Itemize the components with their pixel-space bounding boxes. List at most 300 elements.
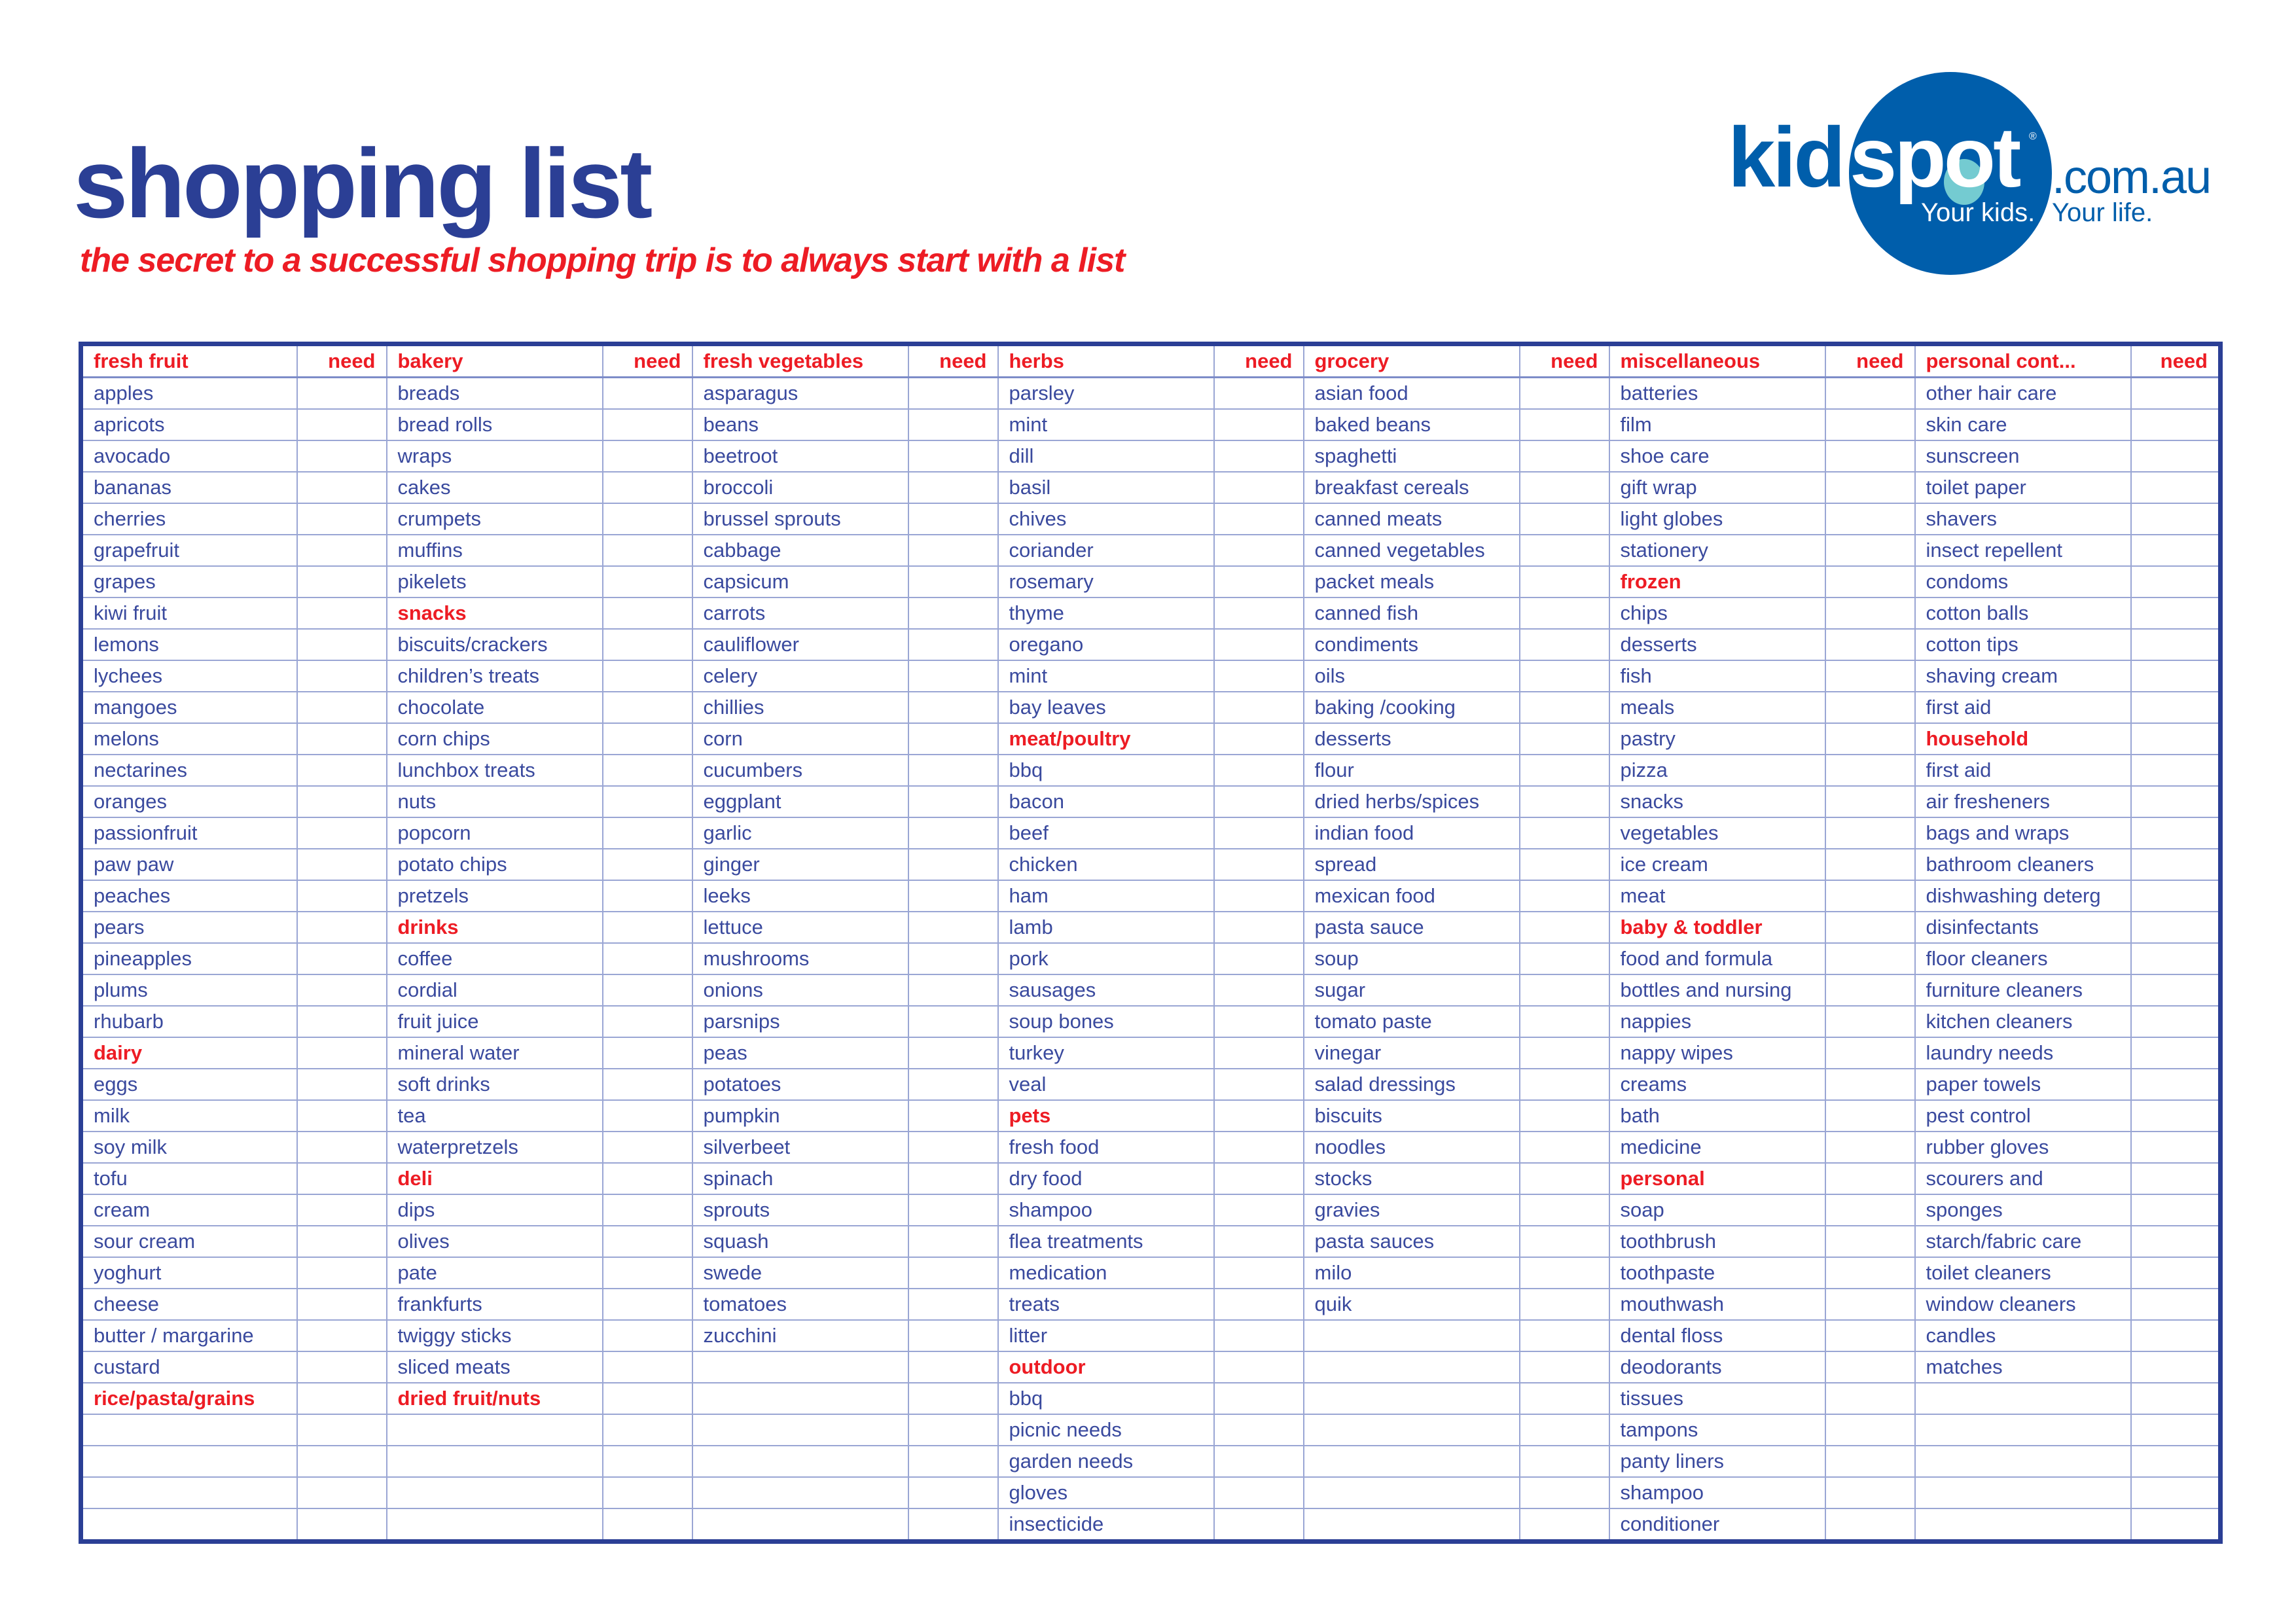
empty-cell[interactable]	[1304, 1351, 1520, 1383]
need-checkbox-cell[interactable]	[1214, 1226, 1304, 1257]
list-item: sunscreen	[1915, 440, 2131, 472]
need-checkbox-cell[interactable]	[603, 1446, 692, 1477]
table-row	[81, 849, 2221, 880]
need-checkbox-cell[interactable]	[603, 1257, 692, 1289]
need-checkbox-cell[interactable]	[1520, 660, 1609, 692]
need-checkbox-cell[interactable]	[1825, 692, 1915, 723]
subcategory-heading: outdoor	[998, 1351, 1214, 1383]
list-item: cotton balls	[1915, 597, 2131, 629]
need-checkbox-cell[interactable]	[908, 1006, 998, 1037]
need-checkbox-cell[interactable]	[1520, 692, 1609, 723]
need-checkbox-cell[interactable]	[1520, 1069, 1609, 1100]
need-checkbox-cell[interactable]	[1214, 1069, 1304, 1100]
need-checkbox-cell[interactable]	[1520, 786, 1609, 817]
empty-cell[interactable]	[1304, 1320, 1520, 1351]
need-checkbox-cell[interactable]	[2131, 503, 2221, 535]
need-checkbox-cell[interactable]	[297, 974, 387, 1006]
need-checkbox-cell[interactable]	[1825, 723, 1915, 755]
need-checkbox-cell[interactable]	[1214, 409, 1304, 440]
empty-cell[interactable]	[1915, 1414, 2131, 1446]
need-checkbox-cell[interactable]	[603, 440, 692, 472]
need-checkbox-cell[interactable]	[1214, 1383, 1304, 1414]
need-checkbox-cell[interactable]	[603, 378, 692, 410]
need-checkbox-cell[interactable]	[2131, 1006, 2221, 1037]
empty-cell[interactable]	[692, 1383, 908, 1414]
list-item: creams	[1609, 1069, 1825, 1100]
need-checkbox-cell[interactable]	[2131, 1037, 2221, 1069]
need-checkbox-cell[interactable]	[1825, 1477, 1915, 1508]
need-checkbox-cell[interactable]	[1825, 409, 1915, 440]
need-checkbox-cell[interactable]	[603, 1037, 692, 1069]
need-checkbox-cell[interactable]	[297, 1320, 387, 1351]
need-checkbox-cell[interactable]	[2131, 880, 2221, 912]
need-checkbox-cell[interactable]	[1825, 755, 1915, 786]
need-checkbox-cell[interactable]	[603, 660, 692, 692]
need-checkbox-cell[interactable]	[1214, 1414, 1304, 1446]
need-checkbox-cell[interactable]	[1520, 440, 1609, 472]
need-checkbox-cell[interactable]	[1825, 1163, 1915, 1194]
need-checkbox-cell[interactable]	[1214, 378, 1304, 410]
need-checkbox-cell[interactable]	[603, 849, 692, 880]
need-checkbox-cell[interactable]	[2131, 1132, 2221, 1163]
need-checkbox-cell[interactable]	[2131, 817, 2221, 849]
empty-cell[interactable]	[81, 1477, 297, 1508]
need-checkbox-cell[interactable]	[1214, 1163, 1304, 1194]
need-checkbox-cell[interactable]	[603, 1226, 692, 1257]
need-checkbox-cell[interactable]	[2131, 472, 2221, 503]
need-checkbox-cell[interactable]	[297, 1289, 387, 1320]
empty-cell[interactable]	[692, 1414, 908, 1446]
need-checkbox-cell[interactable]	[908, 1477, 998, 1508]
need-checkbox-cell[interactable]	[603, 1194, 692, 1226]
need-checkbox-cell[interactable]	[908, 1226, 998, 1257]
need-checkbox-cell[interactable]	[2131, 1194, 2221, 1226]
need-checkbox-cell[interactable]	[297, 849, 387, 880]
empty-cell[interactable]	[1915, 1446, 2131, 1477]
need-checkbox-cell[interactable]	[297, 1100, 387, 1132]
need-checkbox-cell[interactable]	[1825, 597, 1915, 629]
need-checkbox-cell[interactable]	[908, 1069, 998, 1100]
need-checkbox-cell[interactable]	[1825, 786, 1915, 817]
need-checkbox-cell[interactable]	[297, 1414, 387, 1446]
need-checkbox-cell[interactable]	[1214, 1132, 1304, 1163]
need-checkbox-cell[interactable]	[1825, 1037, 1915, 1069]
need-checkbox-cell[interactable]	[1520, 1289, 1609, 1320]
need-checkbox-cell[interactable]	[603, 1006, 692, 1037]
need-checkbox-cell[interactable]	[2131, 912, 2221, 943]
need-checkbox-cell[interactable]	[1520, 472, 1609, 503]
need-checkbox-cell[interactable]	[603, 723, 692, 755]
empty-cell[interactable]	[1304, 1446, 1520, 1477]
need-checkbox-cell[interactable]	[1520, 1383, 1609, 1414]
need-checkbox-cell[interactable]	[297, 1383, 387, 1414]
need-checkbox-cell[interactable]	[1520, 974, 1609, 1006]
need-checkbox-cell[interactable]	[297, 880, 387, 912]
need-checkbox-cell[interactable]	[1214, 1100, 1304, 1132]
empty-cell[interactable]	[692, 1446, 908, 1477]
need-checkbox-cell[interactable]	[908, 1132, 998, 1163]
need-checkbox-cell[interactable]	[603, 1132, 692, 1163]
need-checkbox-cell[interactable]	[603, 1383, 692, 1414]
need-checkbox-cell[interactable]	[297, 629, 387, 660]
need-checkbox-cell[interactable]	[603, 1414, 692, 1446]
need-checkbox-cell[interactable]	[1214, 566, 1304, 597]
need-checkbox-cell[interactable]	[603, 1100, 692, 1132]
empty-cell[interactable]	[387, 1508, 603, 1542]
need-checkbox-cell[interactable]	[297, 378, 387, 410]
need-checkbox-cell[interactable]	[1214, 1194, 1304, 1226]
need-checkbox-cell[interactable]	[603, 597, 692, 629]
need-checkbox-cell[interactable]	[1520, 378, 1609, 410]
need-checkbox-cell[interactable]	[908, 629, 998, 660]
need-checkbox-cell[interactable]	[297, 1226, 387, 1257]
need-checkbox-cell[interactable]	[1825, 1446, 1915, 1477]
table-row	[81, 755, 2221, 786]
need-checkbox-cell[interactable]	[1214, 817, 1304, 849]
need-checkbox-cell[interactable]	[908, 943, 998, 974]
need-checkbox-cell[interactable]	[1214, 1508, 1304, 1542]
empty-cell[interactable]	[81, 1414, 297, 1446]
need-checkbox-cell[interactable]	[603, 1508, 692, 1542]
need-checkbox-cell[interactable]	[908, 912, 998, 943]
need-checkbox-cell[interactable]	[2131, 1351, 2221, 1383]
need-checkbox-cell[interactable]	[1520, 1320, 1609, 1351]
need-checkbox-cell[interactable]	[603, 974, 692, 1006]
need-checkbox-cell[interactable]	[297, 1446, 387, 1477]
need-checkbox-cell[interactable]	[1825, 566, 1915, 597]
need-checkbox-cell[interactable]	[297, 692, 387, 723]
need-checkbox-cell[interactable]	[908, 1194, 998, 1226]
need-checkbox-cell[interactable]	[908, 660, 998, 692]
need-checkbox-cell[interactable]	[908, 1446, 998, 1477]
need-checkbox-cell[interactable]	[1825, 817, 1915, 849]
need-checkbox-cell[interactable]	[1825, 1226, 1915, 1257]
logo-spot-text: spot	[1850, 109, 2019, 205]
need-checkbox-cell[interactable]	[1825, 1320, 1915, 1351]
need-checkbox-cell[interactable]	[603, 817, 692, 849]
need-checkbox-cell[interactable]	[1214, 974, 1304, 1006]
need-checkbox-cell[interactable]	[1520, 409, 1609, 440]
need-checkbox-cell[interactable]	[2131, 1289, 2221, 1320]
need-checkbox-cell[interactable]	[908, 1037, 998, 1069]
need-checkbox-cell[interactable]	[297, 755, 387, 786]
need-checkbox-cell[interactable]	[1825, 1132, 1915, 1163]
need-checkbox-cell[interactable]	[2131, 974, 2221, 1006]
need-checkbox-cell[interactable]	[1520, 912, 1609, 943]
need-checkbox-cell[interactable]	[908, 1163, 998, 1194]
need-checkbox-cell[interactable]	[2131, 1446, 2221, 1477]
need-checkbox-cell[interactable]	[297, 1163, 387, 1194]
need-checkbox-cell[interactable]	[1520, 503, 1609, 535]
list-item: bbq	[998, 755, 1214, 786]
need-checkbox-cell[interactable]	[1520, 723, 1609, 755]
need-checkbox-cell[interactable]	[603, 786, 692, 817]
need-checkbox-cell[interactable]	[603, 692, 692, 723]
need-checkbox-cell[interactable]	[2131, 1069, 2221, 1100]
need-checkbox-cell[interactable]	[1214, 849, 1304, 880]
empty-cell[interactable]	[1915, 1383, 2131, 1414]
need-checkbox-cell[interactable]	[1825, 1383, 1915, 1414]
need-checkbox-cell[interactable]	[1520, 1446, 1609, 1477]
need-checkbox-cell[interactable]	[1520, 597, 1609, 629]
need-checkbox-cell[interactable]	[297, 1351, 387, 1383]
need-checkbox-cell[interactable]	[908, 880, 998, 912]
need-checkbox-cell[interactable]	[603, 1163, 692, 1194]
empty-cell[interactable]	[1304, 1477, 1520, 1508]
need-checkbox-cell[interactable]	[1214, 912, 1304, 943]
empty-cell[interactable]	[692, 1351, 908, 1383]
empty-cell[interactable]	[1304, 1414, 1520, 1446]
need-checkbox-cell[interactable]	[1825, 1257, 1915, 1289]
need-checkbox-cell[interactable]	[908, 440, 998, 472]
need-checkbox-cell[interactable]	[1214, 1477, 1304, 1508]
need-checkbox-cell[interactable]	[1214, 1006, 1304, 1037]
need-checkbox-cell[interactable]	[603, 1320, 692, 1351]
need-checkbox-cell[interactable]	[297, 472, 387, 503]
need-checkbox-cell[interactable]	[908, 786, 998, 817]
need-checkbox-cell[interactable]	[1825, 1069, 1915, 1100]
need-checkbox-cell[interactable]	[603, 472, 692, 503]
need-checkbox-cell[interactable]	[908, 1257, 998, 1289]
need-checkbox-cell[interactable]	[297, 503, 387, 535]
need-checkbox-cell[interactable]	[603, 1477, 692, 1508]
empty-cell[interactable]	[1915, 1508, 2131, 1542]
need-checkbox-cell[interactable]	[2131, 943, 2221, 974]
need-checkbox-cell[interactable]	[297, 597, 387, 629]
need-checkbox-cell[interactable]	[1520, 566, 1609, 597]
need-checkbox-cell[interactable]	[603, 912, 692, 943]
need-checkbox-cell[interactable]	[2131, 723, 2221, 755]
need-checkbox-cell[interactable]	[908, 409, 998, 440]
need-checkbox-cell[interactable]	[1214, 629, 1304, 660]
empty-cell[interactable]	[81, 1508, 297, 1542]
need-checkbox-cell[interactable]	[297, 1132, 387, 1163]
need-checkbox-cell[interactable]	[1520, 880, 1609, 912]
empty-cell[interactable]	[387, 1477, 603, 1508]
need-checkbox-cell[interactable]	[1214, 503, 1304, 535]
need-checkbox-cell[interactable]	[1825, 660, 1915, 692]
need-checkbox-cell[interactable]	[603, 1289, 692, 1320]
need-checkbox-cell[interactable]	[1520, 817, 1609, 849]
need-checkbox-cell[interactable]	[1214, 1289, 1304, 1320]
need-checkbox-cell[interactable]	[603, 880, 692, 912]
need-checkbox-cell[interactable]	[297, 943, 387, 974]
need-checkbox-cell[interactable]	[908, 817, 998, 849]
need-checkbox-cell[interactable]	[1520, 1037, 1609, 1069]
need-checkbox-cell[interactable]	[908, 378, 998, 410]
need-checkbox-cell[interactable]	[1214, 472, 1304, 503]
need-checkbox-cell[interactable]	[1520, 755, 1609, 786]
empty-cell[interactable]	[1304, 1383, 1520, 1414]
need-checkbox-cell[interactable]	[297, 912, 387, 943]
need-checkbox-cell[interactable]	[908, 849, 998, 880]
empty-cell[interactable]	[692, 1508, 908, 1542]
need-checkbox-cell[interactable]	[1214, 880, 1304, 912]
need-checkbox-cell[interactable]	[908, 723, 998, 755]
need-checkbox-cell[interactable]	[2131, 629, 2221, 660]
need-checkbox-cell[interactable]	[297, 1037, 387, 1069]
need-checkbox-cell[interactable]	[297, 409, 387, 440]
need-checkbox-cell[interactable]	[1214, 535, 1304, 566]
need-checkbox-cell[interactable]	[908, 692, 998, 723]
need-checkbox-cell[interactable]	[1214, 660, 1304, 692]
need-checkbox-cell[interactable]	[297, 1006, 387, 1037]
need-checkbox-cell[interactable]	[908, 974, 998, 1006]
need-checkbox-cell[interactable]	[297, 723, 387, 755]
need-checkbox-cell[interactable]	[297, 817, 387, 849]
need-checkbox-cell[interactable]	[2131, 1100, 2221, 1132]
need-checkbox-cell[interactable]	[1520, 535, 1609, 566]
need-checkbox-cell[interactable]	[2131, 1508, 2221, 1542]
need-checkbox-cell[interactable]	[603, 1351, 692, 1383]
empty-cell[interactable]	[1304, 1508, 1520, 1542]
need-checkbox-cell[interactable]	[1520, 1257, 1609, 1289]
need-checkbox-cell[interactable]	[1214, 1351, 1304, 1383]
need-checkbox-cell[interactable]	[603, 629, 692, 660]
need-checkbox-cell[interactable]	[1520, 1351, 1609, 1383]
need-checkbox-cell[interactable]	[1520, 1414, 1609, 1446]
need-checkbox-cell[interactable]	[1825, 849, 1915, 880]
need-checkbox-cell[interactable]	[2131, 786, 2221, 817]
need-checkbox-cell[interactable]	[1214, 1257, 1304, 1289]
need-checkbox-cell[interactable]	[2131, 755, 2221, 786]
need-checkbox-cell[interactable]	[1214, 597, 1304, 629]
need-checkbox-cell[interactable]	[1214, 943, 1304, 974]
need-checkbox-cell[interactable]	[1825, 1194, 1915, 1226]
need-checkbox-cell[interactable]	[1825, 974, 1915, 1006]
need-checkbox-cell[interactable]	[1214, 1037, 1304, 1069]
need-checkbox-cell[interactable]	[1520, 1226, 1609, 1257]
need-checkbox-cell[interactable]	[1825, 503, 1915, 535]
need-checkbox-cell[interactable]	[297, 1477, 387, 1508]
need-checkbox-cell[interactable]	[2131, 440, 2221, 472]
need-checkbox-cell[interactable]	[2131, 692, 2221, 723]
need-checkbox-cell[interactable]	[603, 409, 692, 440]
need-checkbox-cell[interactable]	[908, 1508, 998, 1542]
need-checkbox-cell[interactable]	[297, 566, 387, 597]
need-checkbox-cell[interactable]	[1520, 1194, 1609, 1226]
need-checkbox-cell[interactable]	[1520, 1508, 1609, 1542]
need-checkbox-cell[interactable]	[603, 535, 692, 566]
need-checkbox-cell[interactable]	[297, 660, 387, 692]
need-checkbox-cell[interactable]	[1214, 692, 1304, 723]
need-checkbox-cell[interactable]	[1825, 1508, 1915, 1542]
need-checkbox-cell[interactable]	[297, 440, 387, 472]
need-checkbox-cell[interactable]	[1825, 1006, 1915, 1037]
need-checkbox-cell[interactable]	[297, 535, 387, 566]
need-checkbox-cell[interactable]	[2131, 378, 2221, 410]
need-checkbox-cell[interactable]	[2131, 1226, 2221, 1257]
need-checkbox-cell[interactable]	[1520, 1477, 1609, 1508]
need-checkbox-cell[interactable]	[2131, 409, 2221, 440]
need-checkbox-cell[interactable]	[1825, 378, 1915, 410]
need-checkbox-cell[interactable]	[1825, 1414, 1915, 1446]
need-checkbox-cell[interactable]	[908, 1289, 998, 1320]
list-item: dips	[387, 1194, 603, 1226]
need-checkbox-cell[interactable]	[1520, 1132, 1609, 1163]
need-checkbox-cell[interactable]	[1214, 1320, 1304, 1351]
table-row	[81, 1414, 2221, 1446]
need-checkbox-cell[interactable]	[908, 1320, 998, 1351]
need-checkbox-cell[interactable]	[603, 503, 692, 535]
need-checkbox-cell[interactable]	[297, 1194, 387, 1226]
list-item: insecticide	[998, 1508, 1214, 1542]
need-checkbox-cell[interactable]	[2131, 566, 2221, 597]
empty-cell[interactable]	[387, 1446, 603, 1477]
need-checkbox-cell[interactable]	[1825, 535, 1915, 566]
list-item: pate	[387, 1257, 603, 1289]
need-checkbox-cell[interactable]	[297, 1069, 387, 1100]
need-checkbox-cell[interactable]	[1520, 849, 1609, 880]
need-checkbox-cell[interactable]	[2131, 660, 2221, 692]
empty-cell[interactable]	[387, 1414, 603, 1446]
need-checkbox-cell[interactable]	[1214, 440, 1304, 472]
need-checkbox-cell[interactable]	[2131, 1257, 2221, 1289]
need-checkbox-cell[interactable]	[1214, 755, 1304, 786]
need-checkbox-cell[interactable]	[1214, 1446, 1304, 1477]
need-checkbox-cell[interactable]	[1520, 629, 1609, 660]
need-checkbox-cell[interactable]	[603, 1069, 692, 1100]
need-checkbox-cell[interactable]	[908, 1383, 998, 1414]
need-checkbox-cell[interactable]	[2131, 1163, 2221, 1194]
need-checkbox-cell[interactable]	[2131, 535, 2221, 566]
need-checkbox-cell[interactable]	[2131, 1414, 2221, 1446]
need-checkbox-cell[interactable]	[603, 943, 692, 974]
need-checkbox-cell[interactable]	[1825, 912, 1915, 943]
need-checkbox-cell[interactable]	[2131, 1383, 2221, 1414]
need-checkbox-cell[interactable]	[1825, 472, 1915, 503]
need-checkbox-cell[interactable]	[2131, 1477, 2221, 1508]
need-checkbox-cell[interactable]	[297, 786, 387, 817]
empty-cell[interactable]	[1915, 1477, 2131, 1508]
need-checkbox-cell[interactable]	[908, 535, 998, 566]
need-checkbox-cell[interactable]	[1520, 1163, 1609, 1194]
need-checkbox-cell[interactable]	[1825, 629, 1915, 660]
need-checkbox-cell[interactable]	[297, 1508, 387, 1542]
need-checkbox-cell[interactable]	[908, 503, 998, 535]
empty-cell[interactable]	[81, 1446, 297, 1477]
need-checkbox-cell[interactable]	[908, 1100, 998, 1132]
list-item: bacon	[998, 786, 1214, 817]
table-row	[81, 535, 2221, 566]
need-checkbox-cell[interactable]	[2131, 849, 2221, 880]
empty-cell[interactable]	[692, 1477, 908, 1508]
need-checkbox-cell[interactable]	[603, 566, 692, 597]
need-checkbox-cell[interactable]	[908, 597, 998, 629]
table-row	[81, 692, 2221, 723]
need-checkbox-cell[interactable]	[2131, 1320, 2221, 1351]
need-checkbox-cell[interactable]	[908, 566, 998, 597]
need-checkbox-cell[interactable]	[1520, 943, 1609, 974]
need-checkbox-cell[interactable]	[1520, 1006, 1609, 1037]
need-checkbox-cell[interactable]	[1825, 943, 1915, 974]
need-checkbox-cell[interactable]	[908, 1414, 998, 1446]
need-checkbox-cell[interactable]	[1825, 1351, 1915, 1383]
need-checkbox-cell[interactable]	[908, 1351, 998, 1383]
need-checkbox-cell[interactable]	[297, 1257, 387, 1289]
need-checkbox-cell[interactable]	[908, 755, 998, 786]
need-checkbox-cell[interactable]	[1825, 1100, 1915, 1132]
need-checkbox-cell[interactable]	[1214, 723, 1304, 755]
need-checkbox-cell[interactable]	[1825, 1289, 1915, 1320]
need-checkbox-cell[interactable]	[1825, 880, 1915, 912]
need-checkbox-cell[interactable]	[603, 755, 692, 786]
need-checkbox-cell[interactable]	[908, 472, 998, 503]
need-checkbox-cell[interactable]	[1520, 1100, 1609, 1132]
need-checkbox-cell[interactable]	[1825, 440, 1915, 472]
need-checkbox-cell[interactable]	[2131, 597, 2221, 629]
need-checkbox-cell[interactable]	[1214, 786, 1304, 817]
